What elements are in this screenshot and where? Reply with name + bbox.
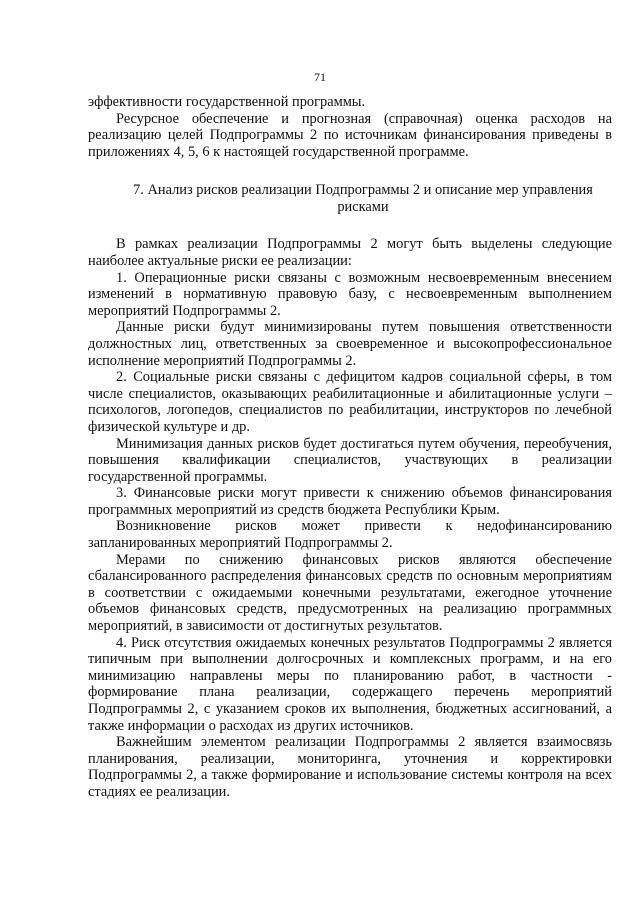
- paragraph-financial-risks: 3. Финансовые риски могут привести к снижению объемов финансирования программных мероприятий из средств бюджета Республики Крым.: [88, 485, 612, 518]
- paragraph-key-element: Важнейшим элементом реализации Подпрограммы 2 является взаимосвязь планирования, реализации, мониторинга, уточнения и корректировки Подпрограммы 2, а также формирование и использование системы контроля на всех стадиях ее реализации.: [88, 734, 612, 800]
- paragraph-underfunding: Возникновение рисков может привести к недофинансированию запланированных мероприятий Подпрограммы 2.: [88, 518, 612, 552]
- paragraph-financial-mitigation: Мерами по снижению финансовых рисков являются обеспечение сбалансированного распределения финансовых средств по основным мероприятиям в соответствии с ожидаемыми конечными результатами, ежегодное уточнение объемов финансовых средств, предусмотренных на реализацию программных мероприятий, в зависимости от достигнутых результатов.: [88, 551, 612, 635]
- paragraph-continuation: эффективности государственной программы.: [88, 94, 366, 110]
- paragraph-social-risks: 2. Социальные риски связаны с дефицитом кадров социальной сферы, в том числе специалистов, оказывающих реабилитационные и абилитационные услуги – психологов, логопедов, специалистов по реабилитации, инструкторов по лечебной физической культуре и др.: [88, 369, 612, 435]
- page-number: 71: [314, 70, 326, 84]
- paragraph-resource-support: Ресурсное обеспечение и прогнозная (справочная) оценка расходов на реализацию целей Подпрограммы 2 по источникам финансирования приведены в приложениях 4, 5, 6 к настоящей государственной программе.: [88, 110, 612, 160]
- page-body: [88, 94, 612, 801]
- paragraph-operational-mitigation: Данные риски будут минимизированы путем повышения ответственности должностных лиц, ответственных за своевременное и высокопрофессиональное исполнение мероприятий Подпрограммы 2.: [88, 319, 612, 369]
- paragraph-risks-intro: В рамках реализации Подпрограммы 2 могут быть выделены следующие наиболее актуальные риски ее реализации:: [88, 236, 612, 269]
- section-heading: 7. Анализ рисков реализации Подпрограммы 2 и описание мер управления рисками: [133, 182, 593, 216]
- paragraph-social-mitigation: Минимизация данных рисков будет достигаться путем обучения, переобучения, повышения квалификации специалистов, участвующих в реализации государственной программы.: [88, 435, 612, 485]
- paragraph-results-risk: 4. Риск отсутствия ожидаемых конечных результатов Подпрограммы 2 является типичным при выполнении долгосрочных и комплексных программ, и на его минимизацию направлены меры по планированию работ, в частности - формирование плана реализации, содержащего перечень мероприятий Подпрограммы 2, с указанием сроков их выполнения, бюджетных ассигнований, а также информации о расходах из других источников.: [88, 634, 612, 734]
- paragraph-operational-risks: 1. Операционные риски связаны с возможным несвоевременным внесением изменений в нормативную правовую базу, с несвоевременным выполнением мероприятий Подпрограммы 2.: [88, 269, 612, 319]
